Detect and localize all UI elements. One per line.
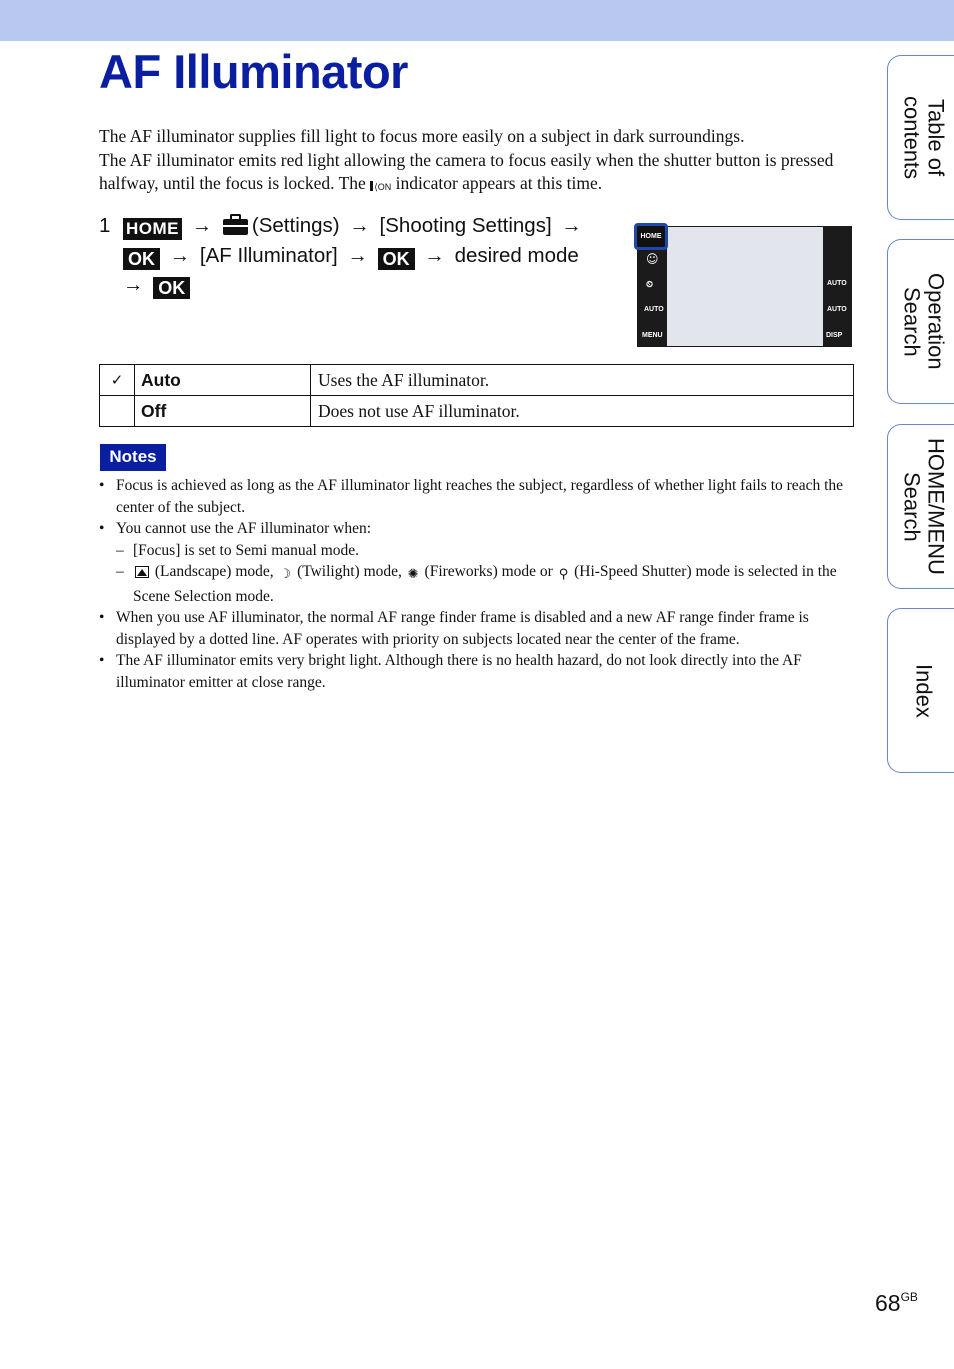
arrow-icon: → bbox=[347, 243, 368, 267]
flash-auto-icon: AUTO bbox=[827, 280, 847, 287]
header-band bbox=[0, 0, 954, 41]
tab-index[interactable] bbox=[887, 608, 954, 773]
notes-list bbox=[99, 475, 859, 693]
menu-key-label: MENU bbox=[642, 332, 663, 339]
page-number: $68^{GB}$ bbox=[875, 1290, 918, 1316]
list-item: • You cannot use the AF illuminator when: bbox=[99, 520, 372, 537]
twilight-moon-icon: ☽ bbox=[279, 567, 292, 582]
arrow-icon: → bbox=[424, 243, 445, 267]
list-subitem: – (Landscape) mode, ☽ (Twilight) mode, ✺ (Fireworks) mode or ⚲ (Hi-Speed Shutter) mode is selected in the Scene Selection mode. bbox=[116, 563, 837, 605]
lcd-screen bbox=[667, 227, 823, 346]
af-illuminator-icon: ⟨ON bbox=[370, 176, 391, 200]
macro-auto-icon: AUTO bbox=[644, 306, 664, 313]
white-balance-auto-icon: AUTO bbox=[827, 306, 847, 313]
option-name: Auto bbox=[135, 365, 311, 396]
ok-button-icon: OK bbox=[123, 248, 160, 270]
step-instructions bbox=[99, 211, 614, 300]
home-button-icon: HOME bbox=[123, 218, 182, 240]
step-number: 1 bbox=[99, 214, 111, 237]
list-item: • The AF illuminator emits very bright light. Although there is no health hazard, do not look directly into the AF illuminator emitter at close range. bbox=[99, 652, 802, 691]
tab-home-menu-search[interactable] bbox=[887, 424, 954, 589]
hi-speed-shutter-icon: ⚲ bbox=[558, 567, 569, 582]
af-illuminator-menu-label: [AF Illuminator] bbox=[199, 243, 338, 267]
intro-paragraph bbox=[99, 125, 859, 200]
check-cell bbox=[100, 396, 135, 427]
ok-button-icon: OK bbox=[378, 248, 415, 270]
table-row bbox=[100, 396, 854, 427]
option-description: Uses the AF illuminator. bbox=[311, 365, 854, 396]
table-row bbox=[100, 365, 854, 396]
tab-table-of-contents[interactable] bbox=[887, 55, 954, 220]
tab-label: Table of contents bbox=[899, 95, 949, 180]
disp-key-label: DISP bbox=[826, 332, 843, 339]
options-table bbox=[99, 364, 854, 427]
arrow-icon: → bbox=[561, 214, 582, 237]
intro-line-1: The AF illuminator supplies fill light to focus more easily on a subject in dark surroundings. bbox=[99, 126, 745, 146]
fireworks-icon: ✺ bbox=[407, 567, 419, 582]
page-suffix: GB bbox=[900, 1290, 918, 1304]
arrow-icon: → bbox=[123, 273, 144, 296]
notes-label: Notes bbox=[100, 444, 166, 471]
tab-operation-search[interactable] bbox=[887, 239, 954, 404]
tab-label: HOME/MENU Search bbox=[899, 438, 949, 575]
page-title: AF Illuminator bbox=[99, 45, 408, 98]
arrow-icon: → bbox=[191, 214, 213, 237]
default-check-icon: ✓ bbox=[100, 365, 135, 396]
landscape-icon bbox=[135, 566, 149, 578]
home-key-icon: HOME bbox=[634, 223, 668, 250]
option-name: Off bbox=[135, 396, 311, 427]
ok-button-icon: OK bbox=[153, 277, 190, 299]
tab-label: Operation Search bbox=[899, 273, 949, 370]
intro-line-2: The AF illuminator emits red light allowing the camera to focus easily when the shutter button is pressed halfway, until the focus is locked. The ⟨ON indicator appears at this time. bbox=[99, 149, 859, 200]
list-item: • When you use AF illuminator, the normal AF range finder frame is disabled and a new AF range finder frame is displayed by a dotted line. AF operates with priority on subjects located near the center of the frame. bbox=[99, 609, 809, 648]
self-timer-icon: ⏲ bbox=[646, 280, 654, 290]
tab-label: Index bbox=[911, 663, 937, 718]
list-subitem: – [Focus] is set to Semi manual mode. bbox=[116, 541, 360, 559]
arrow-icon: → bbox=[349, 214, 370, 237]
shooting-settings-label: [Shooting Settings] bbox=[379, 214, 552, 237]
desired-mode-label: desired mode bbox=[454, 243, 579, 267]
camera-screen-illustration bbox=[637, 226, 852, 347]
settings-label: (Settings) bbox=[251, 214, 340, 237]
toolbox-settings-icon bbox=[222, 214, 249, 236]
smile-icon: ☺ bbox=[646, 252, 659, 266]
arrow-icon: → bbox=[169, 243, 191, 267]
option-description: Does not use AF illuminator. bbox=[311, 396, 854, 427]
list-item: • Focus is achieved as long as the AF illuminator light reaches the subject, regardless of whether light fails to reach the center of the subject. bbox=[99, 477, 844, 516]
